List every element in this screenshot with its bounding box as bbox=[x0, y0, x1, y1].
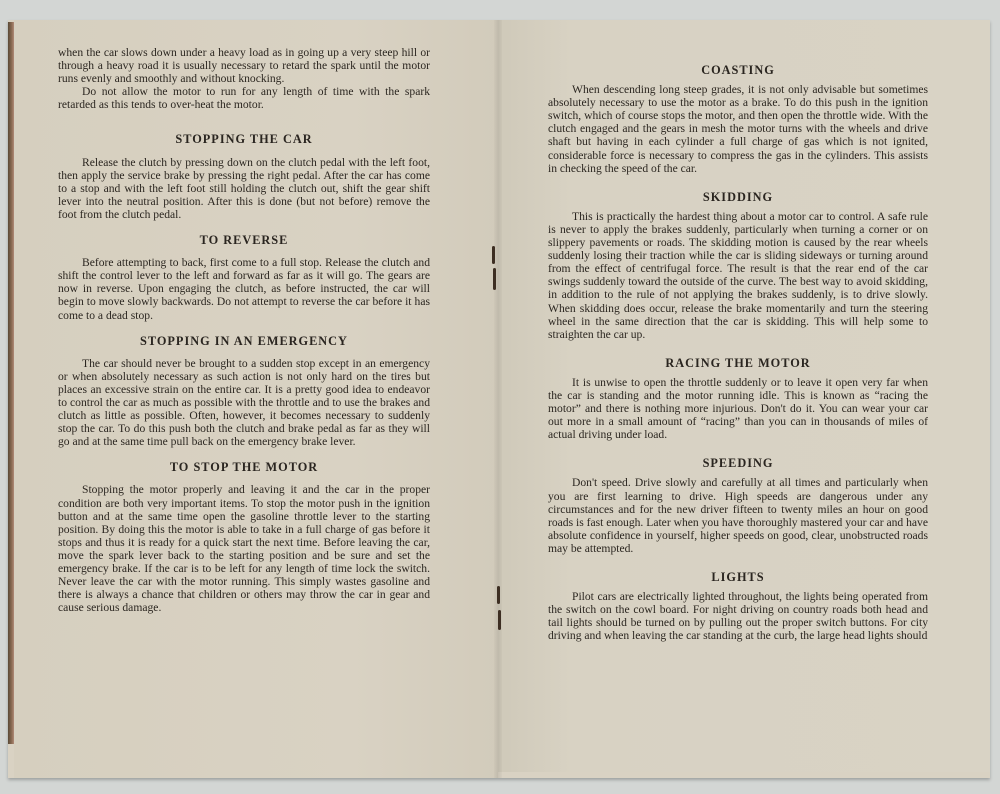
section-lights bbox=[548, 571, 928, 642]
staple-top-lower bbox=[493, 268, 496, 290]
section-heading: STOPPING THE CAR bbox=[175, 132, 313, 147]
section-body: Stopping the motor properly and leaving it and the car in the proper condition are both very important items. To stop the motor push in the ignition button and at the same time open the gasoline throttle lever to the starting position. By doing this the motor is able to take in a full charge of gas before it stops and thus it is ready for a quick start the next time. Before leaving the car, move the spark lever back to the starting position and be sure and set the emergency brake. If the car is to be left for any length of time lock the switch. Never leave the car with the motor running. This simply wastes gasoline and there is always a chance that children or others may throw the car in gear and cause serious damage. bbox=[58, 483, 430, 615]
section-body: This is practically the hardest thing about a motor car to control. A safe rule is never to apply the brakes suddenly, particularly when turning a corner or on slippery pavements or roads. The skidding motion is caused by the rear wheels suddenly losing their traction while the car is sliding sideways or turning around from the effect of centrifugal force. The result is that the rear end of the car swings suddenly toward the outside of the curve. The best way to avoid skidding, in addition to the rule of not applying the brakes suddenly, is to drive slowly. When skidding does occur, release the brake momentarily and turn the steering wheel in the same direction that the car is skidding. This will help some to straighten the car up. bbox=[548, 209, 928, 341]
section-racing-the-motor bbox=[548, 357, 928, 442]
section-body: It is unwise to open the throttle suddenly or to leave it open very far when the car is standing and the motor running idle. This is known as “racing the motor” and there is nothing more injurious. Don't do it. You can wear your car out more in a small amount of “racing” than you can in thousands of miles of actual driving under load. bbox=[548, 375, 928, 442]
section-heading: COASTING bbox=[701, 63, 775, 77]
intro-paragraph-1: when the car slows down under a heavy load as in going up a very steep hill or through a heavy road it is usually necessary to retard the spark until the motor runs evenly and smoothly and without knocking. bbox=[58, 46, 430, 86]
section-heading: TO STOP THE MOTOR bbox=[169, 460, 319, 475]
staple-bottom-lower bbox=[498, 610, 501, 630]
section-stopping-the-car bbox=[58, 133, 430, 221]
staple-top-upper bbox=[492, 246, 495, 264]
booklet-spine bbox=[494, 20, 502, 778]
section-body: Before attempting to back, first come to a full stop. Release the clutch and shift the control lever to the left and forward as far as it will go. The gears are now in reverse. Upon engaging the clutch, as before instructed, the car will begin to move slowly backwards. Do not attempt to reverse the car before it has come to a dead stop. bbox=[58, 256, 430, 322]
section-skidding bbox=[548, 191, 928, 341]
section-coasting bbox=[548, 64, 928, 175]
section-heading: RACING THE MOTOR bbox=[665, 355, 811, 370]
section-body: The car should never be brought to a sudden stop except in an emergency or when absolutely necessary as such action is not only hard on the tires but places an excessive strain on the entire car. It is a pretty good idea to endeavor to control the car as much as possible with the throttle and to use the brakes and clutch as little as possible. Often, however, it becomes necessary to suddenly stop the car. To do this push both the clutch and brake pedal as far as they will go and at the same time pull back on the emergency brake lever. bbox=[58, 356, 430, 449]
section-heading: SPEEDING bbox=[702, 456, 774, 471]
staple-bottom-upper bbox=[497, 586, 500, 604]
section-stopping-in-an-emergency bbox=[58, 335, 430, 449]
section-to-reverse bbox=[58, 234, 430, 322]
section-body: Pilot cars are electrically lighted throughout, the lights being operated from the switch on the cowl board. For night driving on country roads both head and tail lights should be turned on by pulling out the proper switch buttons. For city driving and when leaving the car standing at the curb, the large head lights should bbox=[548, 590, 928, 643]
section-to-stop-the-motor bbox=[58, 461, 430, 614]
section-body: Release the clutch by pressing down on the clutch pedal with the left foot, then apply the service brake by pressing the right pedal. After the car has come to a stop and with the left foot still holding the clutch out, shift the gear shift lever into the neutral position. After this is done (but not before) remove the foot from the clutch pedal. bbox=[58, 155, 430, 221]
section-heading: STOPPING IN AN EMERGENCY bbox=[140, 333, 348, 348]
section-body: Don't speed. Drive slowly and carefully at all times and particularly when you are first learning to drive. High speeds are dangerous under any circumstances and for the new driver fifteen to twenty miles an hour on good roads is fast enough. Later when you have thoroughly mastered your car and have absolute confidence in yourself, higher speeds on good, clear, unobstructed roads may be attempted. bbox=[548, 476, 928, 555]
section-heading: LIGHTS bbox=[711, 570, 765, 584]
left-page-text bbox=[58, 46, 430, 614]
section-heading: SKIDDING bbox=[702, 189, 774, 204]
intro-paragraph-2: Do not allow the motor to run for any length of time with the spark retarded as this tends to over-heat the motor. bbox=[58, 85, 430, 112]
section-speeding bbox=[548, 457, 928, 555]
section-heading: TO REVERSE bbox=[199, 233, 289, 248]
right-page-text bbox=[548, 50, 928, 642]
section-body: When descending long steep grades, it is not only advisable but sometimes absolutely necessary to use the motor as a brake. To do this push in the ignition switch, which of course stops the motor, and then open the throttle wide. With the clutch engaged and the gears in mesh the motor turns with the wheels and drive shaft but having in each cylinder a full charge of gas which is not ignited, considerable force is necessary to compress the gas in the cylinders. This assists in checking the speed of the car. bbox=[548, 83, 928, 175]
